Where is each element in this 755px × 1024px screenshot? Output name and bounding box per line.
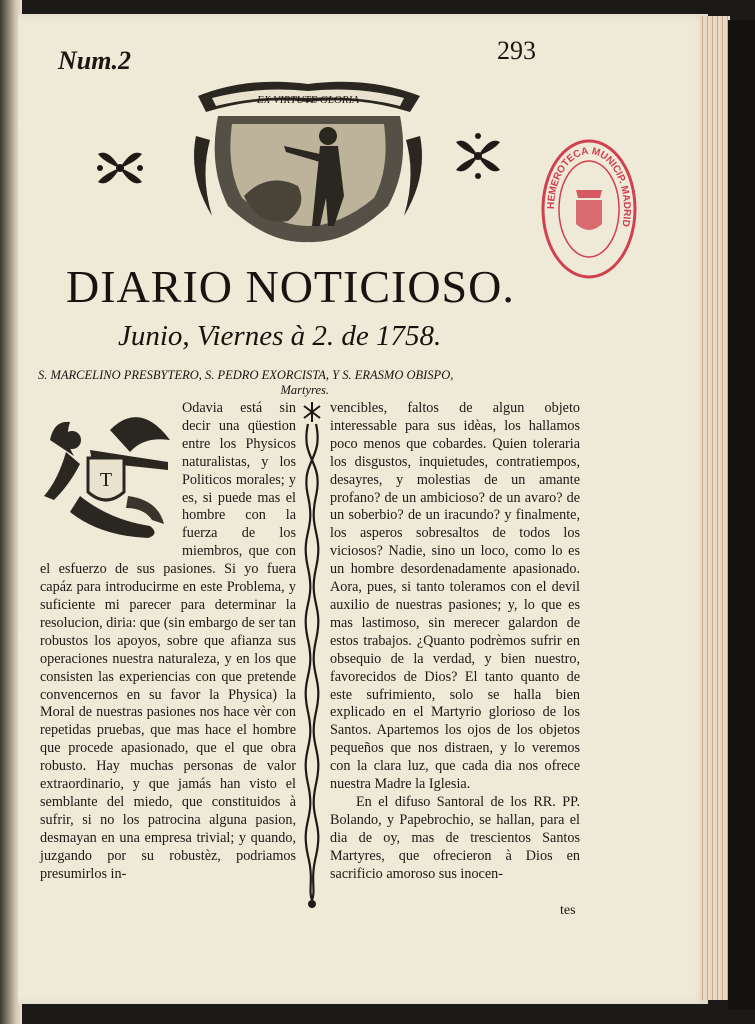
right-column-paragraph-2: En el difuso Santoral de los RR. PP. Bolando, y Papebrochio, se hallan, para el dia de oy, mas de trescientos Santos Martyres, que ofrecieron à Dios en sacrificio amoroso sus inocen-: [330, 793, 580, 882]
page-stack-edge: [700, 16, 730, 1000]
svg-text:T: T: [99, 469, 113, 491]
right-column-paragraph-1: vencibles, faltos de algun objeto interessable para sus idèas, los hallamos poco menos que cobardes. Quien toleraria los disgustos, inquietudes, contratiempos, desayres, y molestias de un amante profano? de un ambicioso? de un avaro? de un soberbio? de un iracundo? y finalmente, los asperos sobresaltos de todos los viciosos? Nadie, sino un loco, como lo es un hombre desordenadamente apasionado. Aora, pues, si tanto toleramos con el devil auxilio de nuestras pasiones; y, lo que es mas lastimoso, sin merecer galardon de estos trabajos. ¿Quanto podrèmos sufrir en obsequio de la verdad, y bien nuestro, favorecidos de Dios? El tanto quanto de este sufrimiento, solo se halla bien explicado en el Martyrio glorioso de los Santos. Apartemos los ojos de los objetos pequeños que nos distraen, y lo veremos con la clara luz, que cada dia nos ofrece nuestra Madre la Iglesia.: [330, 400, 580, 793]
saints-line: S. MARCELINO PRESBYTERO, S. PEDRO EXORCISTA, Y S. ERASMO OBISPO,: [38, 368, 454, 382]
left-flourish-ornament: [90, 138, 150, 198]
saints-martyres: Martyres.: [280, 383, 329, 397]
emblem-woodcut-image: [188, 76, 428, 246]
issue-number: Num.2: [58, 46, 131, 75]
right-flourish-ornament: [448, 126, 508, 186]
background-shadow: [728, 20, 755, 1010]
left-column-text: Odavia está sin decir una qüestion entre los Physicos naturalistas, y los Politicos morales; y es, si puede mas el hombre con la fuerza de los miembros, que con el esfuerzo de sus pasiones. Si yo fuera capáz para introducirme en este Problema, y suficiente mi parecer para determinar la resolucion, diria: que (sin embargo de ser tan robustos los apoyos, sobre que afianza sus operaciones nuestra naturaleza, y en los que consisten las experiencias con que pretende convencernos en su favor la Physica) la Moral de nuestras pasiones nos hace vèr con repetidas pruebas, que mas hace el hombre que procede apasionado, que el que obra robusto. Hay muchas personas de valor extraordinario, y que jamás han visto el semblante del miedo, que constituidos à sufrir, si no los patrocina alguna pasion, desmayan en una empresa trivial; y quando, juzgando por su robustèz, podriamos presumirlos in-: [40, 400, 296, 882]
saints-heading: [38, 368, 573, 398]
catchword: tes: [560, 903, 576, 918]
issue-date: Junio, Viernes à 2. de 1758.: [118, 320, 442, 352]
article-right-column: [330, 400, 580, 920]
library-stamp-image: [540, 138, 638, 280]
angel-initial-woodcut: [40, 400, 174, 540]
stamp-lettering: HEMEROTECA MUNICIP. MADRID: [545, 145, 633, 228]
article-left-column: [40, 400, 296, 920]
page-number: 293: [497, 36, 536, 65]
emblem-motto: EX VIRTUTE GLORIA: [256, 94, 360, 106]
column-divider-rule: [300, 400, 324, 910]
newspaper-title: DIARIO NOTICIOSO.: [66, 261, 515, 312]
